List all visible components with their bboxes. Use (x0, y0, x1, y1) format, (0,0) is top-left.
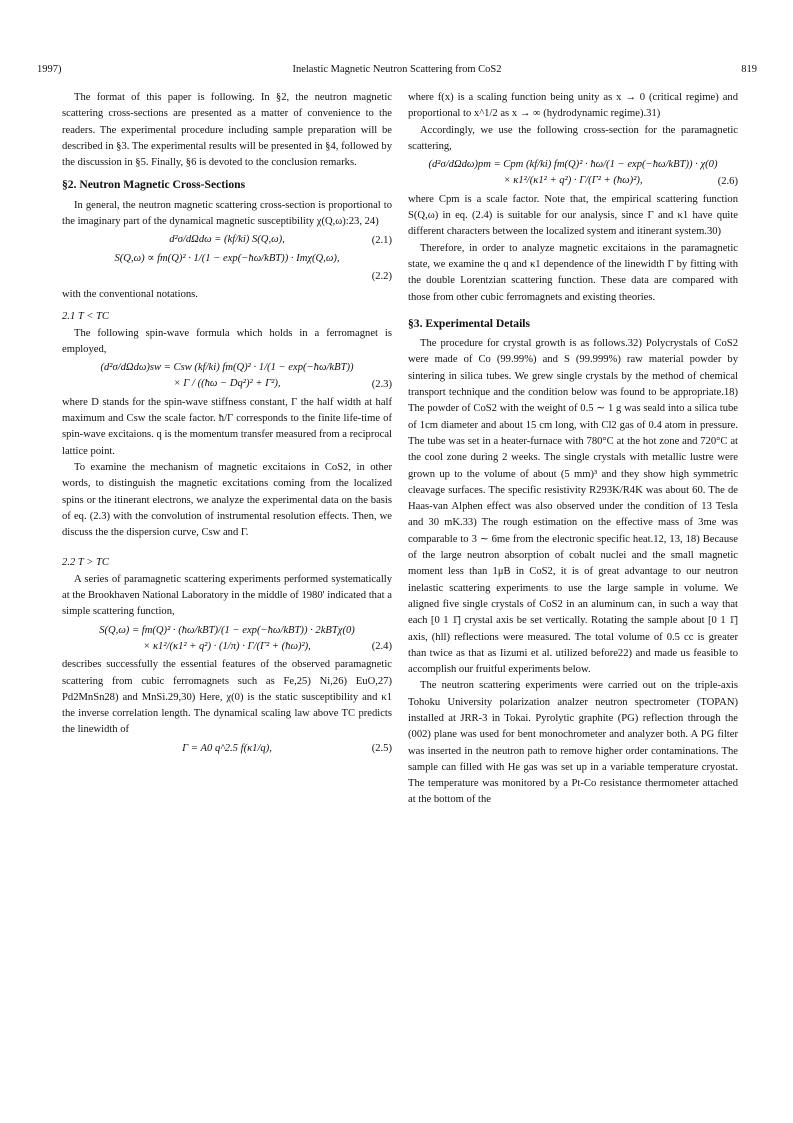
paragraph-paramagnetic: A series of paramagnetic scattering experiments performed systematically at the Brookhaven National Laboratory in the middle of 1980' indicated that a simple scattering function, (62, 573, 392, 618)
equation-number: (2.2) (371, 270, 392, 282)
paragraph-accordingly: Accordingly, we use the following cross-section for the paramagnetic scattering, (408, 124, 738, 152)
equation-2-4 (62, 623, 392, 656)
equation-2-5 (62, 741, 392, 757)
paragraph-scale-factor: where Cpm is a scale factor. Note that, the empirical scattering function S(Q,ω) in eq. (2.4) is suitable for our analysis, since Γ and κ1 have quite different characters between the localized system and itinerant system.30) (408, 193, 738, 238)
header-title: Inelastic Magnetic Neutron Scattering from CoS2 (292, 64, 502, 75)
equation-2-2 (62, 251, 392, 267)
equation-2-3 (62, 360, 392, 393)
equation-2-1 (62, 232, 392, 248)
header-volume: 1997) (37, 64, 62, 75)
paragraph-scaling: where f(x) is a scaling function being unity as x → 0 (critical regime) and proportional to x^1/2 as x → ∞ (hydrodynamic regime).31) (408, 92, 738, 120)
equation-body-line2: × κ1²/(κ1² + q²) · Γ/(Γ² + (ħω)²), (503, 175, 643, 187)
equation-number: (2.5) (371, 742, 392, 754)
paragraph-spin-wave: The following spin-wave formula which holds in a ferromagnet is employed, (62, 327, 392, 355)
equation-body: S(Q,ω) ∝ fm(Q)² · 1/(1 − exp(−ħω/kBT)) · Imχ(Q,ω), (114, 252, 340, 264)
equation-body-line1: (d²σ/dΩdω)sw = Csw (kf/ki) fm(Q)² · 1/(1 − exp(−ħω/kBT)) (100, 362, 354, 374)
paragraph-mechanism: To examine the mechanism of magnetic excitaions in CoS2, in other words, to distinguish the magnetic excitations coming from the localized spins or the itinerant electrons, we analyze the experimental data on the basis of eq. (2.3) with the convolution of instrumental resolution effects. Then, we discuss the the dispersion curve, Csw and Γ. (62, 461, 392, 539)
paragraph-intro: The format of this paper is following. In §2, the neutron magnetic scattering cross-sections are presented as a matter of convenience to the readers. The experimental procedure including sample preparation will be described in §3. The experimental results will be presented in §4, followed by the discussion in §5. Finally, §6 is devoted to the conclusion remarks. (62, 92, 392, 169)
equation-2-6 (408, 157, 738, 190)
equation-body-line2: × κ1²/(κ1² + q²) · (1/π) · Γ/(Γ² + (ħω)²), (143, 640, 311, 652)
equation-number: (2.1) (371, 234, 392, 246)
subsection-2-2-heading: 2.2 T > TC (62, 557, 109, 569)
equation-number: (2.4) (371, 640, 392, 652)
equation-body-line2: × Γ / ((ħω − Dq²)² + Γ²), (173, 378, 281, 390)
paragraph-crystal-growth: The procedure for crystal growth is as follows.32) Polycrystals of CoS2 were made of Co (99.99%) and S (99.999%) raw material powder by sintering in silica tubes. We grew single crystals by the method of chemical transport technique and the condition below was found to be appropriate.18) The powder of CoS2 with the weight of 0.5 ∼ 1 g was seald into a silica tube of 1cm diameter and about 15 cm long, with Cl2 gas of 0.4 atom in pressure. The tube was set in a heater-furnace with 780°C at the hot zone and 720°C at the cool zone during 2 weeks. The single crystals with metallic lustre were grown up to the volume of about (5 mm)³ and they show high symmetric cleavage surfaces. The specific resistivity R293K/R4K was about 60. The de Haas-van Alphen effect was also observed under the condition of 13 Tesla and 30 mK.33) The rough estimation on the effective mass of 3me was comparable to 3 ∼ 6me from the electronic specific heat.12, 13, 18) Because of the large neutron absorption of cobalt nuclei and the small magnetic moment less than 1μB in CoS2, it is of great advantage to our neutron inelastic scattering experiments to use the large sample in volume. We aligned five single crystals of CoS2 in an aluminum can, in such a way that each [0 1 1̄] crystal axis be set vertically. Rotating the sample about [0 1 1̄] axis, (hll) reflections were measured. The total volume of 0.5 cc is greater than twice as that as Iizumi et al. utilized before22) and made us feasible to accomplish our fruitful experiments below. (408, 338, 738, 676)
equation-body-line1: S(Q,ω) = fm(Q)² · (ħω/kBT)/(1 − exp(−ħω/kBT)) · 2kBTχ(0) (99, 624, 355, 636)
equation-body: Γ = A0 q^2.5 f(κ1/q), (182, 742, 272, 754)
section-2-heading: §2. Neutron Magnetic Cross-Sections (62, 178, 246, 192)
equation-body: d²σ/dΩdω = (kf/ki) S(Q,ω), (169, 234, 285, 246)
right-column (408, 90, 738, 809)
equation-number: (2.6) (717, 175, 738, 187)
paragraph-therefore: Therefore, in order to analyze magnetic excitaions in the paramagnetic state, we examine the q and κ1 dependence of the linewidth Γ by fitting with the double Lorentzian scattering function. These data are compared with those from other cubic ferromagnets and existing theories. (408, 242, 738, 303)
paragraph-describes: describes successfully the essential features of the observed paramagnetic scattering from cubic ferromagnets such as Fe,25) Ni,26) EuO,27) Pd2MnSn28) and MnSi.29,30) Here, χ(0) is the static susceptibility and κ1 the inverse correlation length. The dynamical scaling law above TC predicts the linewidth of (62, 659, 392, 736)
page-number: 819 (741, 64, 757, 75)
left-column (62, 90, 392, 759)
paragraph-cross-section: In general, the neutron magnetic scattering cross-section is proportional to the imaginary part of the dynamical magnetic susceptibility χ(Q,ω):23, 24) (62, 199, 392, 228)
section-3-heading: §3. Experimental Details (408, 316, 531, 330)
subsection-2-1-heading: 2.1 T < TC (62, 311, 109, 323)
paragraph-notations: with the conventional notations. (62, 288, 198, 300)
equation-2-2-number-row (62, 269, 392, 285)
paragraph-experiments: The neutron scattering experiments were carried out on the triple-axis Tohoku University polarization analzer neutron spectrometer (TOPAN) installed at JRR-3 in Tokai. Pyrolytic graphite (PG) reflection through the (002) plane was used for bent monochrometer and analyzer both. A PG filter was inserted in the neutron path to remove higher order contaminations. The sample can filled with He gas was set up in a variable temperature cryostat. The temperature was monitored by a Pt-Co resistance thermometer attached at the bottom of the (408, 680, 738, 806)
paragraph-spin-wave-def: where D stands for the spin-wave stiffness constant, Γ the half width at half maximum and Csw the scale factor. ħ/Γ corresponds to the finite life-time of spin-wave excitaions. q is the momentum transfer measured from a reciprocal lattice point. (62, 396, 392, 457)
equation-number: (2.3) (371, 378, 392, 390)
equation-body-line1: (d²σ/dΩdω)pm = Cpm (kf/ki) fm(Q)² · ħω/(1 − exp(−ħω/kBT)) · χ(0) (428, 159, 718, 171)
